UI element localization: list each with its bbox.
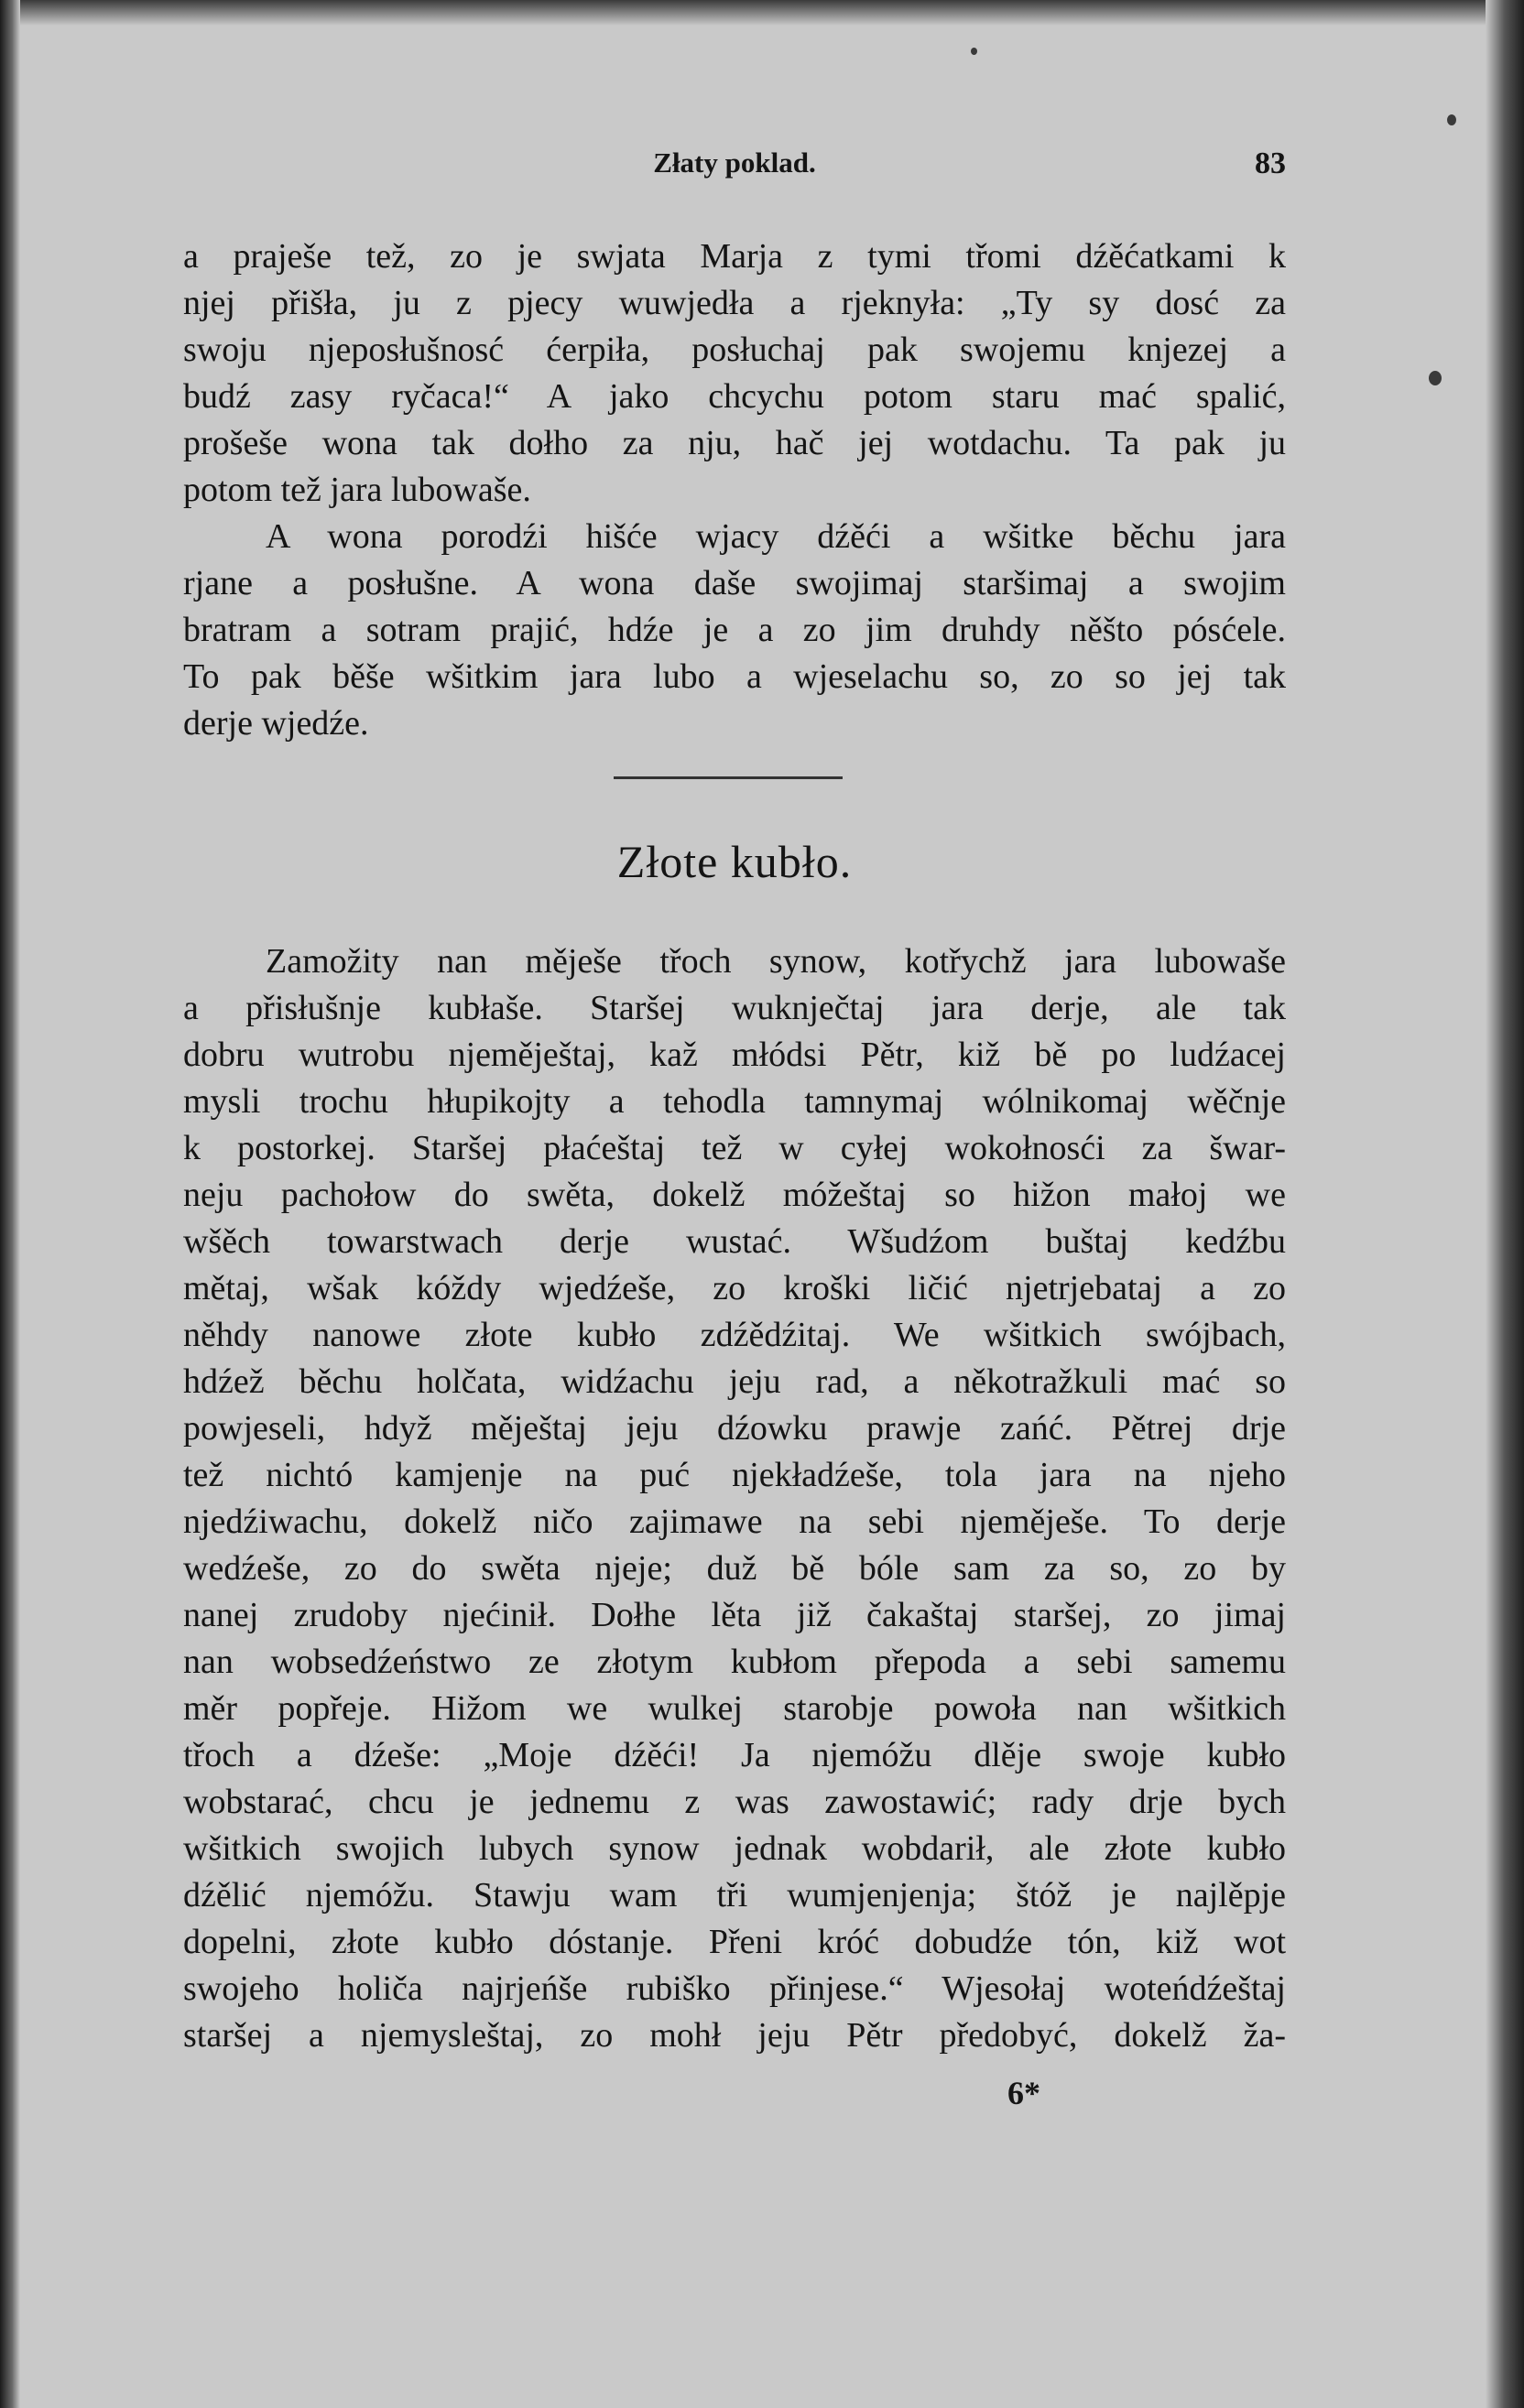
text-line: staršej a njemysleštaj, zo mohł jeju Pětr předobyć, dokelž ža- <box>183 2016 1286 2055</box>
dust-speck <box>1429 371 1442 385</box>
text-line: swoju njeposłušnosć ćerpiła, posłuchaj pak swojemu knjezej a <box>183 331 1286 369</box>
section-divider <box>614 776 843 779</box>
text-line: wšitkich swojich lubych synow jednak wobdarił, ale złote kubło <box>183 1829 1286 1868</box>
text-line: dźělić njemóžu. Stawju wam tři wumjenjenja; štóž je najlěpje <box>183 1876 1286 1914</box>
page-top-edge <box>0 0 1524 26</box>
text-line: nan wobsedźeństwo ze złotym kubłom přepoda a sebi samemu <box>183 1643 1286 1681</box>
text-line: To pak běše wšitkim jara lubo a wjeselachu so, zo so jej tak <box>183 657 1286 696</box>
text-line: mysli trochu hłupikojty a tehodla tamnymaj wólnikomaj wěčnje <box>183 1082 1286 1121</box>
page-number: 83 <box>1255 146 1286 180</box>
section-title: Złote kubło. <box>616 836 853 887</box>
running-title: Złaty poklad. <box>653 146 816 179</box>
text-line: bratram a sotram prajić, hdźe je a zo jim druhdy něšto pósćele. <box>183 611 1286 649</box>
text-line: nanej zrudoby njećinił. Dołhe lěta již čakaštaj staršej, zo jimaj <box>183 1596 1286 1634</box>
text-line: k postorkej. Staršej płaćeštaj tež w cyłej wokołnosći za šwar- <box>183 1129 1286 1167</box>
text-line: dopelni, złote kubło dóstanje. Přeni króć dobudźe tón, kiž wot <box>183 1923 1286 1961</box>
running-head <box>183 146 1286 192</box>
text-line: neju pachołow do swěta, dokelž móžeštaj so hižon małoj we <box>183 1176 1286 1214</box>
text-line: wedźeše, zo do swěta njeje; duž bě bóle sam za so, zo by <box>183 1549 1286 1588</box>
page-right-edge <box>1486 0 1524 2408</box>
text-line: hdźež běchu holčata, widźachu jeju rad, a někotražkuli mać so <box>183 1362 1286 1401</box>
text-line: budź zasy ryčaca!“ A jako chcychu potom staru mać spalić, <box>183 377 1286 416</box>
text-line: a přisłušnje kubłaše. Staršej wuknječtaj jara derje, ale tak <box>183 989 1286 1027</box>
signature-mark: 6* <box>1007 2075 1040 2111</box>
text-line: prošeše wona tak dołho za nju, hač jej wotdachu. Ta pak ju <box>183 424 1286 462</box>
dust-speck <box>971 48 977 55</box>
text-line: Zamožity nan měješe třoch synow, kotřychž jara lubowaše <box>266 942 1286 981</box>
paragraph-2 <box>183 514 1286 747</box>
text-line: njedźiwachu, dokelž ničo zajimawe na sebi njeměješe. To derje <box>183 1502 1286 1541</box>
text-line: A wona porodźi hišće wjacy dźěći a wšitke běchu jara <box>266 517 1286 556</box>
text-line: mětaj, wšak kóždy wjedźeše, zo kroški ličić njetrjebataj a zo <box>183 1269 1286 1307</box>
text-line: powjeseli, hdyž měještaj jeju dźowku prawje zańć. Pětrej drje <box>183 1409 1286 1448</box>
text-line: derje wjedźe. <box>183 704 369 743</box>
text-line: swojeho holiča najrjeńše rubiško přinjese.“ Wjesołaj woteńdźeštaj <box>183 1969 1286 2008</box>
text-line: tež nichtó kamjenje na puć njekładźeše, tola jara na njeho <box>183 1456 1286 1494</box>
text-line: wšěch towarstwach derje wustać. Wšudźom buštaj kedźbu <box>183 1222 1286 1261</box>
paragraph-1 <box>183 233 1286 514</box>
section-paragraph <box>183 938 1286 2059</box>
text-line: njej přišła, ju z pjecy wuwjedła a rjeknyła: „Ty sy dosć za <box>183 284 1286 322</box>
dust-speck <box>1447 114 1456 125</box>
text-line: potom tež jara lubowaše. <box>183 471 531 509</box>
text-line: a praješe tež, zo je swjata Marja z tymi třomi dźěćatkami k <box>183 237 1286 276</box>
text-line: rjane a posłušne. A wona daše swojimaj staršimaj a swojim <box>183 564 1286 602</box>
text-line: dobru wutrobu njeměještaj, kaž młódsi Pětr, kiž bě po ludźacej <box>183 1036 1286 1074</box>
text-line: wobstarać, chcu je jednemu z was zawostawić; rady drje bych <box>183 1783 1286 1821</box>
text-line: měr popřeje. Hižom we wulkej starobje powoła nan wšitkich <box>183 1689 1286 1728</box>
text-line: třoch a dźeše: „Moje dźěći! Ja njemóžu dlěje swoje kubło <box>183 1736 1286 1774</box>
page-left-edge <box>0 0 20 2408</box>
text-line: něhdy nanowe złote kubło zdźědźitaj. We wšitkich swójbach, <box>183 1316 1286 1354</box>
